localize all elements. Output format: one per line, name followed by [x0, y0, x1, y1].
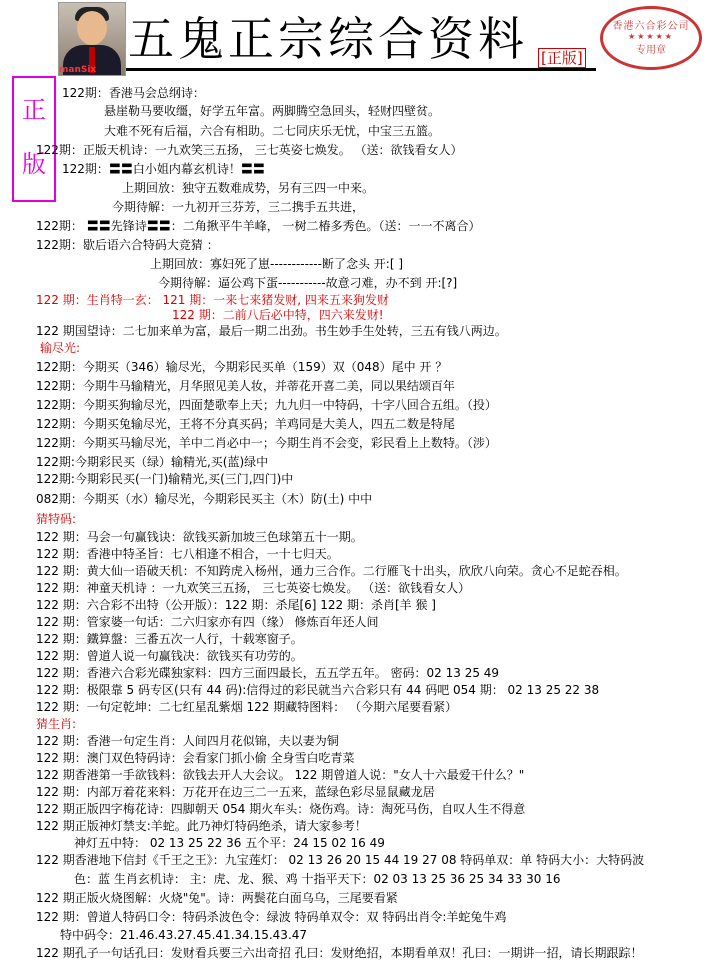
text-line: 122 期：澳门双色特码诗：会看家门抓小偷 全身雪白吃青菜	[36, 751, 355, 765]
text-line: 122期：歇后语六合特码大竞猜 ：	[36, 238, 219, 252]
text-line: 122 期：曾道人说一句赢钱决：欲钱买有功劳的。	[36, 649, 303, 663]
text-line: 122期：今期买马输尽光，羊中二肖必中一；今期生肖不会变，彩民看上上数特。（涉）	[36, 436, 497, 450]
text-line: 122 期：马会一句赢钱诀：欲钱买新加坡三色球第五十一期。	[36, 530, 363, 544]
text-line: 神灯五中特： 02 13 25 22 36 五个平：24 15 02 16 49	[74, 836, 385, 850]
text-line: 122 期香港第一手欲钱料：欲钱去开人大会议。 122 期曾道人说："女人十六最爱干什么？"	[36, 768, 525, 782]
text-line: 122 期正版火烧图解：火烧"兔"。诗：两鬓花白面乌乌，三尾要看紧	[36, 891, 398, 905]
text-line: 122 期孔子一句话孔曰：发财看兵要三六出奇招 孔曰：发财绝招，本期看单双！孔曰：一期讲一招，请长期跟踪！	[36, 946, 643, 960]
text-line: 122 期香港地下信封《千王之王》：九宝莲灯： 02 13 26 20 15 44 19 27 08 特码单双：单 特码大小：大特码波	[36, 853, 645, 867]
page-title: 五鬼正宗综合资料	[128, 12, 528, 66]
company-seal	[600, 6, 702, 70]
text-line: 122期：正版天机诗：一九欢笑三五扬， 三七英姿七焕发。 （送：欲钱看女人）	[36, 143, 463, 157]
text-line: 122 期：内部万着花来料：万花开在边三二一五来，蓝绿色彩尽显鼠藏龙居	[36, 785, 435, 799]
seal-line2: 专用章	[636, 45, 666, 56]
text-line: 122 期：极限靠 5 码专区(只有 44 码):信得过的彩民就当六合彩只有 44 码吧 054 期： 02 13 25 22 38	[36, 683, 600, 697]
text-line: 122期：〓〓白小姐内幕玄机诗！〓〓	[62, 162, 265, 176]
text-line: 122期：今期牛马输精光，月华照见美人妆，并蒂花开喜二美，同以果结颂百年	[36, 379, 455, 393]
edition-tag: [正版]	[538, 48, 586, 68]
text-line: 122期：今期买（346）输尽光，今期彩民买单（159）双（048）尾中 开 ？	[36, 360, 448, 374]
text-line: 122 期：六合彩不出特（公开版）：122 期：杀尾[6] 122 期：杀肖[羊 猴 ]	[36, 598, 436, 612]
text-line: 今期待解：一九初开三芬芳，三二携手五共进，	[112, 200, 365, 214]
text-line: 122 期：香港六合彩光碟独家料：四方三面四最长，五五学五年。 密码：02 13 25 49	[36, 666, 500, 680]
text-line: 122 期：管家婆一句话：二六归家亦有四（缘） 修炼百年还人间	[36, 615, 379, 629]
text-line: 上期回放：寡妇死了崽------------断了念头 开:[ ]	[150, 257, 403, 271]
text-line: 082期：今期买（水）输尽光，今期彩民买主（木）防(土) 中中	[36, 492, 373, 506]
seal-stars: ★★★★★	[628, 32, 674, 41]
text-line: 猜生肖:	[36, 717, 77, 731]
text-line: 122 期：二前八后必中特，四六来发财!	[172, 308, 384, 322]
avatar-logo: manSix	[59, 65, 97, 75]
text-line: 122 期：黄大仙一语破天机：不知跨虎入杨州，通力三合作。二行雁飞十出头，欣欣八向荣。贪心不足蛇吞相。	[36, 564, 627, 578]
text-line: 今期待解：逼公鸡下蛋-----------故意刁难，办不到 开:[?]	[158, 276, 458, 290]
text-line: 悬崖勒马要收缰，好学五年富。两脚腾空急回头，轻财四壁贫。	[104, 104, 441, 118]
text-line: 122 期：香港中特圣旨：七八相逢不相合，一十七归天。	[36, 547, 339, 561]
text-line: 122期：香港马会总纲诗：	[62, 86, 205, 100]
text-line: 122 期：香港一句定生肖：人间四月花似锦，夫以妻为铜	[36, 734, 339, 748]
seal-line1: 香港六合彩公司	[612, 21, 690, 32]
text-line: 122 期：神童天机诗 ：一九欢笑三五扬， 三七英姿七焕发。 （送：欲钱看女人）	[36, 581, 471, 595]
text-line: 122期:今期彩民买（绿）输精光,买(蓝)绿中	[36, 455, 269, 469]
text-line: 122期：今期买狗输尽光，四面楚歌奉上天；九九归一中特码，十字八回合五组。（投）	[36, 398, 497, 412]
title-underline	[126, 68, 596, 71]
side-stamp-char: 版	[22, 150, 46, 178]
text-line: 122期:今期彩民买(一门)输精光,买(三门,四门)中	[36, 472, 294, 486]
text-line: 122 期：生肖特一玄： 121 期：一来七来猪发财, 四来五来狗发财	[36, 293, 389, 307]
text-line: 122期：今期买兔输尽光，王将不分真买码；羊鸡同是大美人，四五二数是特尾	[36, 417, 455, 431]
side-stamp-char: 正	[22, 96, 46, 124]
text-line: 122 期正版四字梅花诗：四脚朝天 054 期火车头：烧伤鸡。诗：淘死马伤，自叹人生不得意	[36, 802, 526, 816]
text-line: 122 期：一句定乾坤：二七红星乱紫烟 122 期藏特图料： （今期六尾要看紧）	[36, 700, 458, 714]
text-line: 122 期：曾道人特码口令：特码杀波色令：绿波 特码单双令：双 特码出肖令:羊蛇兔牛鸡	[36, 910, 507, 924]
text-line: 122期： 〓〓先锋诗〓〓：二角揪平牛羊峰， 一树二椿多秀色。（送：一一不离合）	[36, 219, 481, 233]
side-stamp	[12, 76, 56, 202]
text-line: 特中码令：21.46.43.27.45.41.34.15.43.47	[60, 928, 308, 942]
avatar	[58, 2, 126, 76]
text-line: 122 期国望诗：二七加来单为富，最后一期二出劲。书生妙手生处转，三五有钱八两边。	[36, 324, 507, 338]
text-line: 大难不死有后福，六合有相助。二七同庆乐无忧，中宝三五篮。	[104, 124, 441, 138]
text-line: 色：蓝 生肖玄机诗： 主：虎、龙、猴、鸡 十指平天下：02 03 13 25 36 25 34 33 30 16	[74, 872, 561, 886]
text-line: 122 期：鐵算盤：三番五次一人行，十载寒窗子。	[36, 632, 303, 646]
header	[0, 0, 720, 80]
text-line: 上期回放：独守五数难成势，另有三四一中来。	[122, 181, 375, 195]
avatar-face	[77, 11, 107, 45]
text-line: 输尽光:	[40, 341, 81, 355]
text-line: 122 期正版神灯禁支:羊蛇。此乃神灯特码绝杀，请大家参考！	[36, 819, 367, 833]
text-line: 猜特码:	[36, 512, 77, 526]
